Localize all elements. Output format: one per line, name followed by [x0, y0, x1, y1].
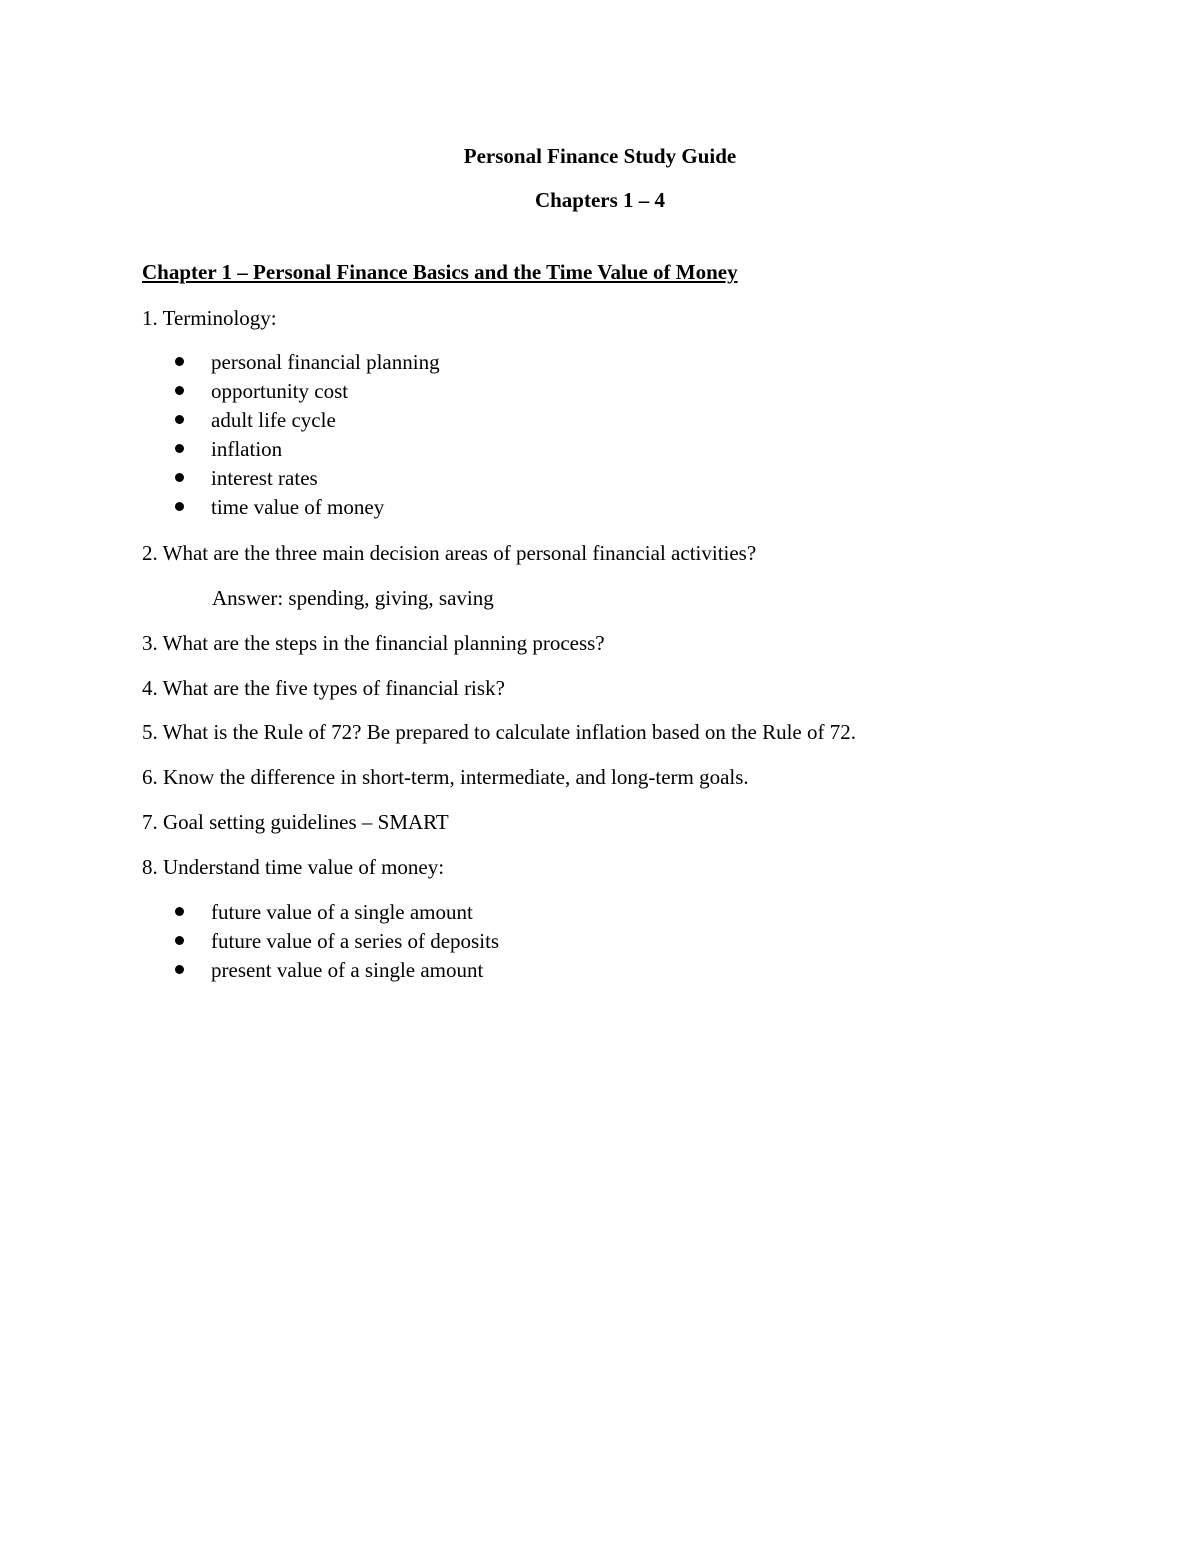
document-title: Personal Finance Study Guide [463, 144, 737, 168]
list-item [172, 494, 440, 523]
item-8-statement: 8. Understand time value of money: [142, 855, 445, 879]
list-item [172, 957, 499, 986]
bullet-icon [175, 965, 184, 974]
list-item-text: present value of a single amount [211, 958, 484, 982]
list-item-text: interest rates [211, 466, 318, 490]
list-item [172, 899, 499, 928]
list-item-text: adult life cycle [211, 408, 336, 432]
item-2-question: 2. What are the three main decision areas of personal financial activities? [142, 541, 757, 565]
bullet-icon [175, 502, 184, 511]
terminology-list [172, 349, 440, 523]
list-item-text: time value of money [211, 495, 385, 519]
list-item-text: opportunity cost [211, 379, 349, 403]
bullet-icon [175, 357, 184, 366]
list-item-text: future value of a single amount [211, 900, 473, 924]
item-7-statement: 7. Goal setting guidelines – SMART [142, 810, 449, 834]
chapter-1-heading: Chapter 1 – Personal Finance Basics and the Time Value of Money [142, 260, 738, 284]
item-2-answer: Answer: spending, giving, saving [212, 586, 494, 610]
bullet-icon [175, 386, 184, 395]
bullet-icon [175, 907, 184, 916]
item-1-terminology: 1. Terminology: [142, 306, 277, 330]
bullet-icon [175, 415, 184, 424]
time-value-list [172, 899, 499, 986]
list-item [172, 928, 499, 957]
list-item [172, 407, 440, 436]
document-subtitle: Chapters 1 – 4 [534, 188, 666, 212]
item-6-statement: 6. Know the difference in short-term, intermediate, and long-term goals. [142, 765, 749, 789]
list-item [172, 349, 440, 378]
list-item-text: inflation [211, 437, 283, 461]
item-5-question: 5. What is the Rule of 72? Be prepared to calculate inflation based on the Rule of 72. [142, 720, 856, 744]
list-item [172, 378, 440, 407]
item-4-question: 4. What are the five types of financial risk? [142, 676, 505, 700]
list-item [172, 465, 440, 494]
bullet-icon [175, 473, 184, 482]
bullet-icon [175, 936, 184, 945]
list-item [172, 436, 440, 465]
list-item-text: personal financial planning [211, 350, 440, 374]
item-3-question: 3. What are the steps in the financial planning process? [142, 631, 605, 655]
list-item-text: future value of a series of deposits [211, 929, 500, 953]
bullet-icon [175, 444, 184, 453]
